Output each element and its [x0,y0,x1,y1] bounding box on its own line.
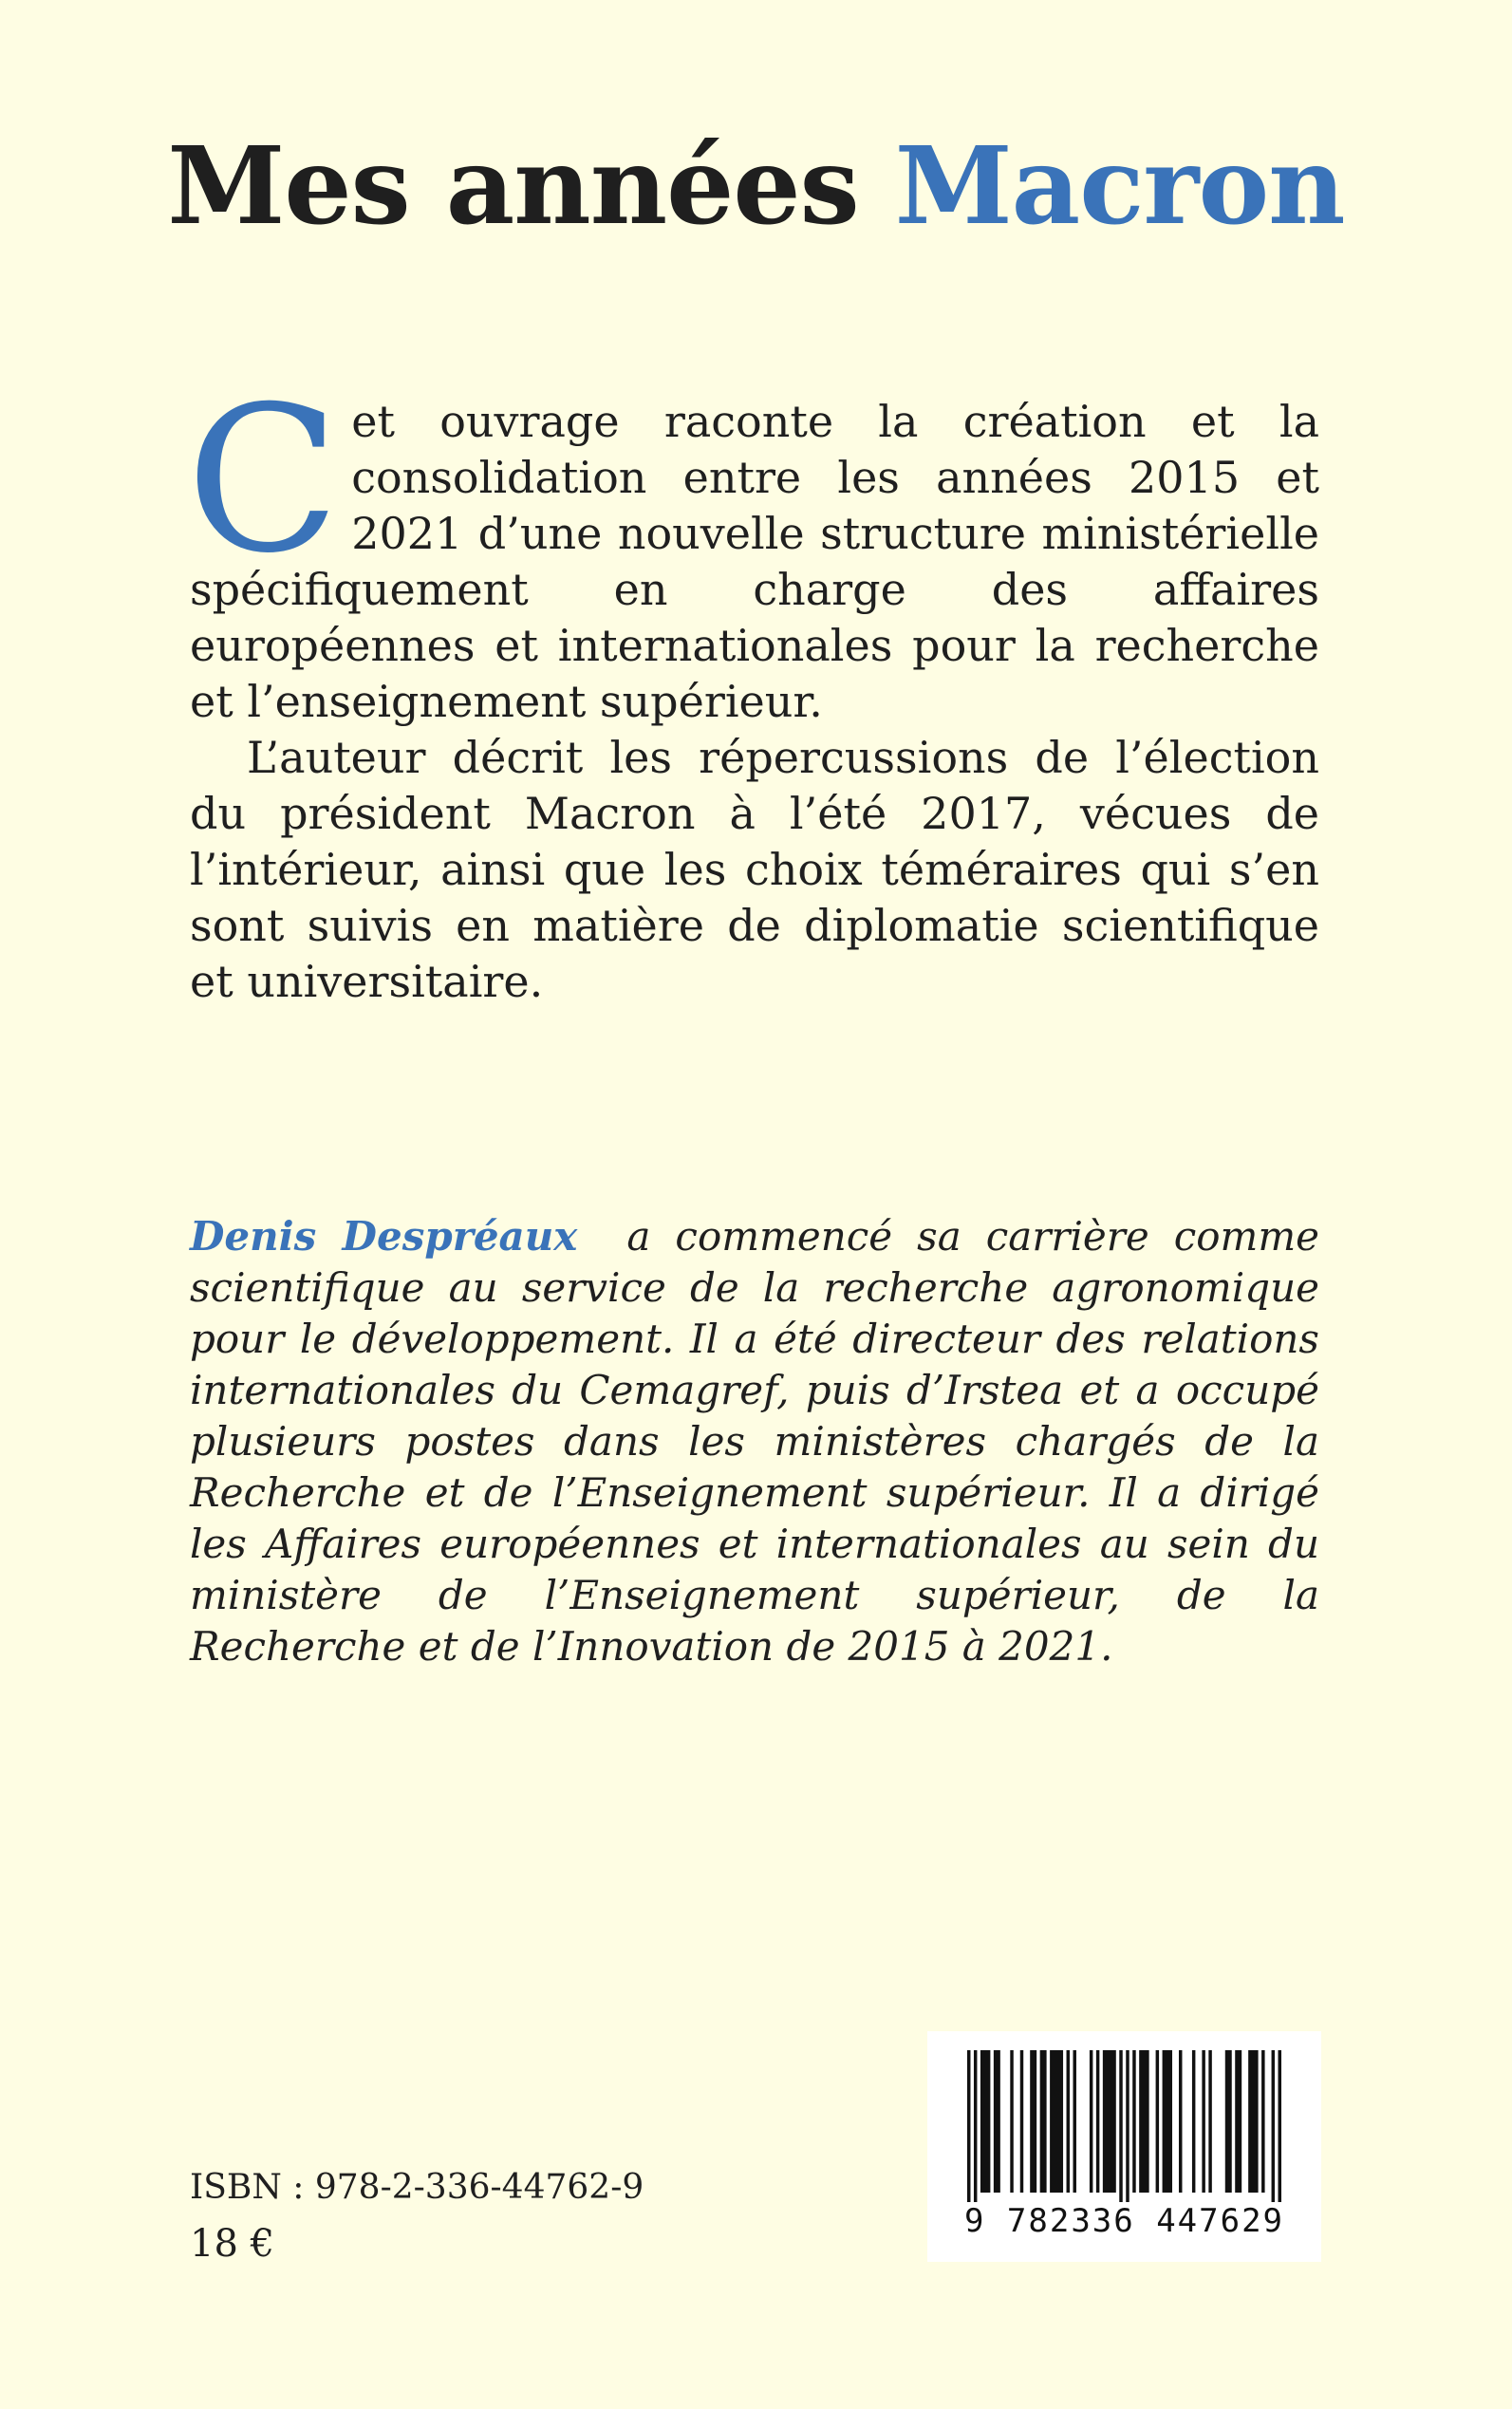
summary-paragraph-1-text: et ouvrage raconte la création et la consolidation entre les années 2015 et 2021 d’une nouvelle structure ministérielle spécifiquement en charge des affaires européennes et internationales pour la recherche et l’enseignement supérieur. [190,396,1319,727]
barcode-bar [1248,2050,1258,2193]
drop-cap: C [186,363,341,597]
barcode-bar [1261,2050,1264,2193]
barcode-bar [1179,2050,1182,2193]
barcode-bar [1103,2050,1116,2193]
summary-paragraph-2: L’auteur décrit les répercussions de l’élection du président Macron à l’été 2017, vécues de l’intérieur, ainsi que les choix téméraires qui s’en sont suivis en matière de diplomatie scientifique et universitaire. [190,732,1319,1007]
barcode-bar [1139,2050,1148,2193]
barcode-bar [1040,2050,1047,2193]
barcode-bar [1163,2050,1172,2193]
barcode-bar [1119,2050,1122,2202]
barcode-bar [967,2050,970,2202]
barcode-bar [1030,2050,1036,2193]
barcode-bar [994,2050,1000,2193]
barcode-bar [1156,2050,1159,2193]
barcode-bar [1192,2050,1195,2193]
barcode-bar [1010,2050,1013,2193]
title-main: Mes années [167,124,859,249]
price-label: 18 € [190,2222,275,2266]
barcode-bar [1073,2050,1075,2193]
barcode-bar [980,2050,990,2193]
barcode-bar [1090,2050,1092,2193]
book-title [0,124,1512,249]
barcode-bar [1096,2050,1099,2193]
summary-paragraph-1 [186,363,1319,730]
barcode-bar [1067,2050,1070,2193]
isbn-label: ISBN : 978-2-336-44762-9 [190,2168,644,2207]
book-summary [186,363,1319,1010]
barcode-bar [1235,2050,1241,2193]
barcode-bar [1225,2050,1232,2193]
barcode-bar [1272,2050,1275,2202]
title-accent: Macron [894,124,1345,249]
barcode-bar [1208,2050,1211,2193]
barcode [927,2031,1321,2262]
barcode-bars [967,2050,1281,2202]
barcode-bar [974,2050,977,2202]
author-name: Denis Despréaux [190,1213,578,1260]
barcode-bar [1279,2050,1281,2202]
barcode-bar [1050,2050,1063,2193]
barcode-bar [1126,2050,1129,2202]
barcode-bar [1202,2050,1204,2193]
barcode-bar [1020,2050,1023,2193]
author-bio-text: a commencé sa carrière comme scientifique au service de la recherche agronomique pour le développement. Il a été directeur des relations internationales du Cemagref, puis d’Irstea et a occupé plusieurs postes dans les ministères chargés de la Recherche et de l’Enseignement supérieur. Il a dirigé les Affaires européennes et internationales au sein du ministère de l’Enseignement supérieur, de la Recherche et de l’Innovation de 2015 à 2021. [190,1213,1320,1670]
barcode-bar [1132,2050,1135,2193]
author-bio [190,1211,1319,1672]
barcode-digits: 9 782336 447629 [963,2202,1285,2240]
